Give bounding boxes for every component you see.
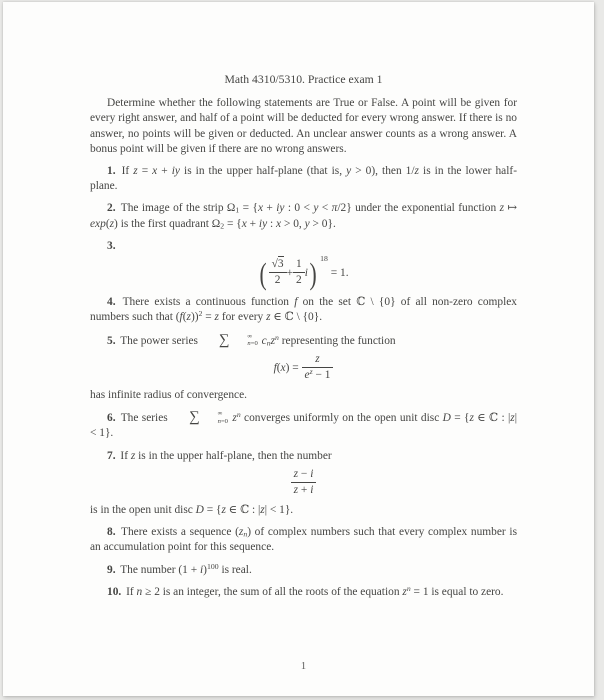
- problem-4: 4. There exists a continuous function f on the set ℂ \ {0} of all non-zero complex numbers such that $(f(z))^2 = z$ for every z ∈ ℂ \ {0}.: [90, 296, 518, 324]
- problem-number: 3.: [107, 239, 116, 252]
- problem-number: 4.: [107, 296, 116, 309]
- subscript: 1: [235, 206, 240, 216]
- math-variable: y: [313, 202, 319, 215]
- fraction-denominator: $e^z - 1$: [304, 367, 331, 381]
- intro-paragraph: Determine whether the following statements are True or False. A point will be given for every right answer, and half of a point will be deducted for every wrong answer. If there is no answer, no points will be given or deducted. An unclear answer counts as a wrong answer. A bonus point will be given if there are no wrong answers.: [90, 97, 517, 155]
- big-parenthesis: (: [259, 256, 268, 291]
- exponent: 18: [320, 254, 328, 264]
- summation-upper-limit: ∞: [217, 410, 223, 418]
- sigma-symbol: ∑: [218, 331, 230, 348]
- problem-number: 8.: [107, 526, 116, 539]
- math-variable: D: [442, 412, 451, 425]
- problem-5-formula: f(x) = $\frac{z}{e^z - 1}$: [90, 354, 517, 383]
- math-variable: z: [186, 311, 191, 324]
- fraction-numerator: 1: [293, 258, 305, 273]
- math-variable: i: [310, 467, 314, 480]
- parenthesized-expression: [258, 254, 328, 291]
- fraction: [302, 353, 334, 382]
- math-variable: z: [214, 311, 219, 324]
- problem-7-formula: [90, 469, 517, 498]
- fraction: [269, 258, 287, 287]
- math-variable: iy: [171, 165, 180, 178]
- math-variable: exp: [90, 217, 106, 230]
- math-variable: n: [247, 339, 251, 347]
- math-variable: x: [152, 165, 158, 178]
- math-variable: n: [275, 332, 279, 342]
- radicand: 3: [277, 258, 284, 271]
- problem-3: [90, 239, 517, 254]
- fraction-denominator: 2: [296, 274, 302, 287]
- problem-number: 6.: [107, 412, 116, 425]
- problem-9: 9. The number $(1 + i)^{100}$ is real.: [107, 561, 252, 576]
- superscript: 2: [198, 309, 203, 319]
- math-variable: f: [273, 362, 277, 375]
- square-root: [272, 256, 284, 270]
- math-variable: n: [406, 583, 411, 593]
- problem-7-continuation: is in the open unit disc D = {z ∈ ℂ : |z| < 1}.: [90, 504, 294, 517]
- problem-1: 1. If z = x + iy is in the upper half-plane (that is, y > 0), then 1/z is in the lower half-plane.: [90, 165, 517, 193]
- superscript: [310, 367, 313, 376]
- summation-lower-limit: n=0: [247, 339, 258, 347]
- math-variable: e: [304, 368, 310, 381]
- problem-5-continuation: has infinite radius of convergence.: [90, 389, 247, 402]
- summation-limits: [201, 410, 228, 425]
- math-variable: i: [304, 267, 308, 280]
- math-variable: z: [130, 449, 136, 462]
- math-variable: n: [266, 338, 271, 348]
- math-variable: iy: [276, 202, 285, 215]
- superscript: 100: [206, 561, 219, 571]
- math-variable: z: [315, 352, 320, 365]
- math-variable: iy: [258, 217, 268, 230]
- big-parenthesis: ): [309, 256, 317, 291]
- fraction: [293, 258, 305, 287]
- math-variable: z: [221, 504, 226, 517]
- math-variable: π: [331, 202, 338, 215]
- document-page: [3, 2, 594, 696]
- fraction: [291, 468, 317, 497]
- problem-number: 1.: [107, 165, 116, 178]
- problem-5: 5. The power series ∑ ∞ n=0 cnz$^n$ representing the function: [107, 331, 396, 348]
- problem-number: 2.: [107, 202, 116, 215]
- subscript: [243, 530, 247, 539]
- math-variable: x: [276, 217, 282, 230]
- math-variable: c: [261, 334, 267, 347]
- problem-8: 8. There exists a sequence (zn) of complex numbers such that every complex number is an accumulation point for this sequence.: [90, 526, 517, 554]
- problem-6: 6. The series ∑ ∞ n=0 $z^n$ converges uniformly on the open unit disc D = {z ∈ ℂ : |z| < 1}.: [90, 409, 518, 440]
- problem-number: 10.: [107, 585, 122, 598]
- superscript: [275, 333, 279, 342]
- math-variable: z: [109, 217, 115, 230]
- exam-body: [90, 72, 517, 600]
- superscript: [407, 584, 411, 593]
- subscript: 2: [220, 221, 225, 231]
- fraction-numerator: [302, 353, 334, 368]
- math-variable: y: [346, 165, 352, 178]
- math-variable: z: [293, 467, 299, 480]
- math-variable: f: [179, 311, 183, 324]
- radical-sign: √: [271, 258, 278, 271]
- math-variable: n: [243, 529, 248, 539]
- fraction-numerator: z − i: [291, 468, 317, 483]
- problem-10: 10. If n ≥ 2 is an integer, the sum of all the roots of the equation $z^n = 1$ is equal to zero.: [107, 583, 504, 598]
- math-variable: z: [510, 412, 515, 425]
- math-variable: D: [195, 504, 204, 517]
- math-variable: z: [238, 526, 244, 539]
- summation: [172, 410, 228, 425]
- math-variable: z: [293, 483, 299, 496]
- math-variable: y: [304, 217, 310, 230]
- math-variable: n: [136, 585, 143, 598]
- paren-content: $\frac{√3}{2}$ + $\frac{1}{2}$ i: [269, 259, 308, 288]
- math-variable: x: [280, 362, 286, 375]
- math-variable: f: [294, 296, 298, 309]
- math-variable: z: [266, 311, 271, 324]
- page-number: 1: [300, 661, 307, 672]
- problem-number: 5.: [107, 334, 116, 347]
- summation-upper-limit: ∞: [247, 332, 253, 340]
- summation-lower-limit: n=0: [217, 417, 228, 425]
- superscript: [237, 410, 241, 419]
- fraction-denominator: 2: [274, 274, 281, 287]
- math-variable: z: [402, 585, 407, 598]
- math-variable: z: [232, 412, 237, 425]
- summation-limits: [230, 333, 257, 348]
- problem-number: 7.: [107, 449, 116, 462]
- math-variable: n: [217, 417, 221, 425]
- exam-title: Math 4310/5310. Practice exam 1: [224, 73, 383, 86]
- sigma-symbol: ∑: [189, 409, 200, 426]
- math-variable: z: [499, 202, 505, 215]
- math-variable: z: [270, 334, 275, 347]
- problem-7: 7. If z is in the upper half-plane, then the number: [107, 449, 332, 462]
- math-variable: z: [133, 165, 138, 178]
- math-variable: x: [257, 202, 264, 215]
- summation: [202, 333, 258, 348]
- problem-number: 9.: [107, 563, 116, 576]
- math-variable: x: [241, 217, 247, 230]
- math-variable: i: [200, 563, 204, 576]
- problem-2: 2. The image of the strip Ω1 = {x + iy : 0 < y < π/2} under the exponential function z ↦ exp(z) is the first quadrant Ω2 = {x + iy : x > 0, y > 0}.: [90, 202, 517, 231]
- math-variable: i: [310, 483, 314, 496]
- math-variable: z: [414, 165, 419, 178]
- math-variable: z: [260, 504, 265, 517]
- fraction-denominator: z + i: [293, 483, 314, 496]
- math-variable: z: [309, 367, 313, 377]
- fraction-numerator: [269, 258, 287, 273]
- math-variable: n: [236, 410, 241, 420]
- problem-3-formula: ( $\frac{√3}{2}$ + $\frac{1}{2}$ i ) 18 = 1.: [259, 254, 349, 291]
- math-variable: z: [469, 412, 474, 425]
